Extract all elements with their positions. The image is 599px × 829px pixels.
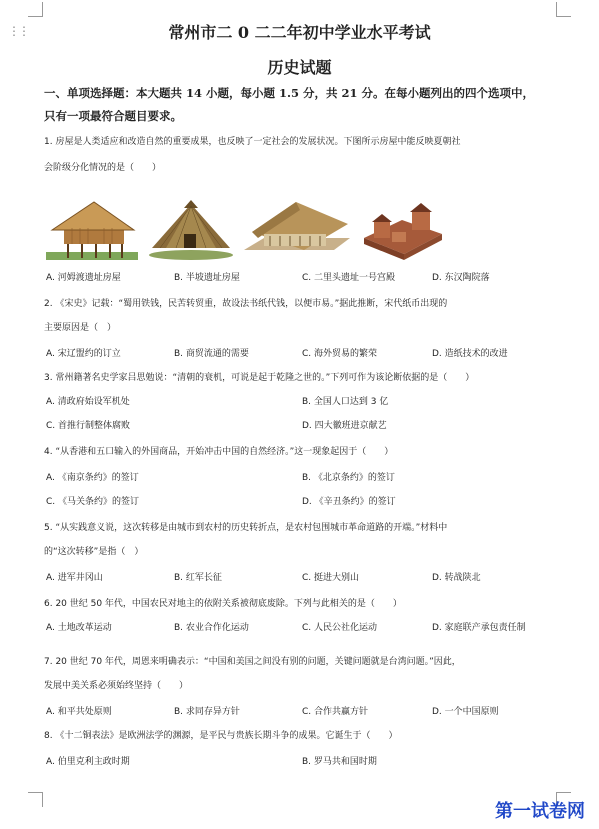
instruction-line: 只有一项最符合题目要求。	[44, 109, 182, 123]
q7-option-c[interactable]: C. 合作共赢方针	[302, 707, 369, 717]
exam-subtitle: 历史试题	[267, 58, 332, 77]
crop-mark-bottom-left	[28, 792, 43, 807]
q4-option-a[interactable]: A. 《南京条约》的签订	[46, 473, 139, 483]
q7-option-b[interactable]: B. 求同存异方针	[174, 707, 240, 717]
q2-option-c[interactable]: C. 海外贸易的繁荣	[302, 349, 378, 359]
q7-option-a[interactable]: A. 和平共处原则	[46, 707, 112, 717]
q5-option-d[interactable]: D. 转战陕北	[432, 573, 481, 583]
question-2-text: 主要原因是（ ）	[44, 323, 117, 333]
q4-option-c[interactable]: C. 《马关条约》的签订	[46, 497, 140, 507]
question-1-text: 1. 房屋是人类适应和改造自然的重要成果，也反映了一定社会的发展状况。下图所示房屋中能反映夏朝社	[44, 137, 461, 147]
q1-option-c[interactable]: C. 二里头遗址一号宫殿	[302, 273, 396, 283]
q7-option-d[interactable]: D. 一个中国原则	[432, 707, 499, 717]
q3-option-c[interactable]: C. 首推行制整体腐败	[46, 421, 131, 431]
drag-handle-icon[interactable]: ⋮⋮	[8, 24, 28, 38]
q5-option-b[interactable]: B. 红军长征	[174, 573, 222, 583]
q2-option-b[interactable]: B. 商贸流通的需要	[174, 349, 249, 359]
question-7-text: 7. 20 世纪 70 年代，周恩来明确表示：“中国和美国之间没有别的问题，关键问题就是台湾问题。”因此，	[44, 657, 461, 667]
hemudu-stilt-house-image	[46, 198, 138, 260]
q4-option-b[interactable]: B. 《北京条约》的签订	[302, 473, 395, 483]
q6-option-a[interactable]: A. 土地改革运动	[46, 623, 112, 633]
question-3-text: 3. 常州籍著名史学家吕思勉说：“清朝的衰机，可说是起于乾隆之世的。”下列可作为该论断依据的是（ ）	[44, 373, 475, 383]
question-7-text: 发展中美关系必须始终坚持（ ）	[44, 681, 189, 691]
q5-option-c[interactable]: C. 挺进大别山	[302, 573, 360, 583]
q8-option-a[interactable]: A. 伯里克利主政时期	[46, 757, 130, 767]
q3-option-a[interactable]: A. 清政府始设军机处	[46, 397, 130, 407]
q5-option-a[interactable]: A. 进军井冈山	[46, 573, 103, 583]
crop-mark-top-left	[28, 2, 43, 17]
q6-option-c[interactable]: C. 人民公社化运动	[302, 623, 378, 633]
q6-option-d[interactable]: D. 家庭联产承包责任制	[432, 623, 526, 633]
q1-option-a[interactable]: A. 河姆渡遗址房屋	[46, 273, 121, 283]
q1-option-d[interactable]: D. 东汉陶院落	[432, 273, 490, 283]
erlitou-palace-image	[244, 198, 354, 260]
q6-option-b[interactable]: B. 农业合作化运动	[174, 623, 249, 633]
question-6-text: 6. 20 世纪 50 年代，中国农民对地主的依附关系被彻底废除。下列与此相关的是（ ）	[44, 599, 402, 609]
q1-option-b[interactable]: B. 半坡遗址房屋	[174, 273, 240, 283]
q3-option-b[interactable]: B. 全国人口达到 3 亿	[302, 397, 389, 407]
q2-option-a[interactable]: A. 宋辽盟约的订立	[46, 349, 121, 359]
crop-mark-top-right	[556, 2, 571, 17]
question-4-text: 4. “从香港和五口输入的外国商品，开始冲击中国的自然经济。”这一现象起因于（ ）	[44, 447, 394, 457]
question-5-text: 的“这次转移”是指（ ）	[44, 547, 144, 557]
site-watermark: 第一试卷网	[495, 801, 585, 822]
section-instructions	[44, 82, 564, 128]
eastern-han-pottery-courtyard-image	[360, 198, 446, 260]
question-8-text: 8. 《十二铜表法》是欧洲法学的渊源，是平民与贵族长期斗争的成果。它诞生于（ ）	[44, 731, 398, 741]
exam-title: 常州市二 0 二二年初中学业水平考试	[168, 23, 431, 42]
question-2-text: 2. 《宋史》记载：“蜀用铁钱，民苦转贸重，故设法书纸代钱，以便市易。”据此推断，宋代纸币出现的	[44, 299, 448, 309]
q3-option-d[interactable]: D. 四大徽班进京献艺	[302, 421, 387, 431]
q2-option-d[interactable]: D. 造纸技术的改进	[432, 349, 508, 359]
instruction-line: 一、单项选择题：本大题共 14 小题，每小题 1.5 分，共 21 分。在每小题列出的四个选项中，	[44, 86, 535, 100]
question-5-text: 5. “从实践意义说，这次转移是由城市到农村的历史转折点，是农村包围城市革命道路的开端。”材料中	[44, 523, 448, 533]
q4-option-d[interactable]: D. 《辛丑条约》的签订	[302, 497, 396, 507]
q8-option-b[interactable]: B. 罗马共和国时期	[302, 757, 377, 767]
banpo-round-house-image	[146, 198, 236, 260]
question-1-text: 会阶级分化情况的是（ ）	[44, 163, 162, 173]
